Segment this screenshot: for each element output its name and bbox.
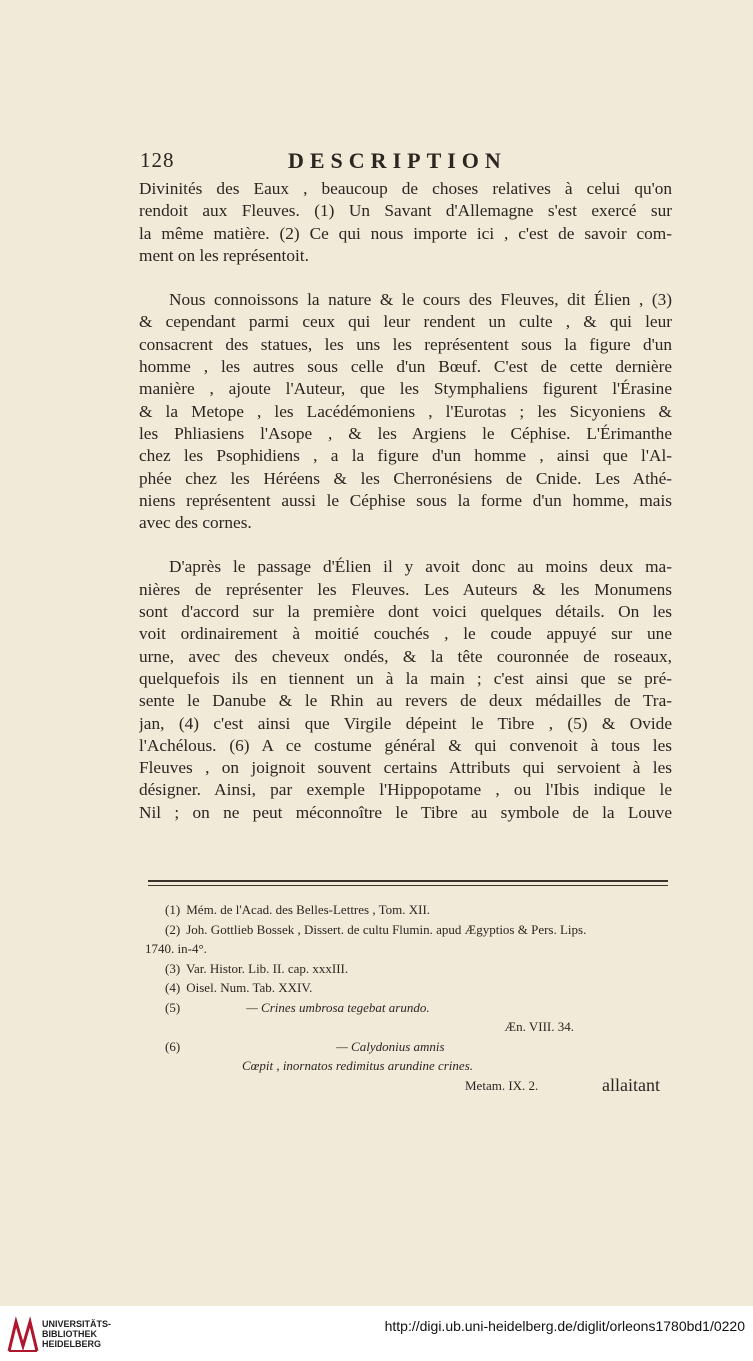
footnote-citation (165, 1017, 574, 1037)
citation-text: Metam. IX. 2. (465, 1077, 539, 1093)
text-line: sente le Danube & le Rhin au revers de deux médailles de Tra- (139, 691, 672, 711)
library-name-line: HEIDELBERG (42, 1339, 102, 1349)
footnote (165, 998, 570, 1018)
text-line: voit ordinairement à moitié couchés , le coude appuyé sur une (139, 624, 672, 644)
text-line: urne, avec des cheveux ondés, & la tête couronnée de roseaux, (139, 646, 672, 666)
footnotes (145, 900, 587, 1095)
page-number: 128 (140, 148, 175, 172)
footnote-text: Joh. Gottlieb Bossek , Dissert. de cultu Flumin. apud Ægyptios & Pers. Lips. (186, 921, 587, 937)
footnote-continuation (145, 939, 570, 959)
library-name-line: UNIVERSITÄTS- (42, 1319, 112, 1329)
text-line: Divinités des Eaux , beaucoup de choses relatives à celui qu'on (139, 179, 672, 198)
text-line: phée chez les Héréens & les Cherronésiens de Cnide. Les Athé- (139, 468, 672, 488)
footnote (165, 1037, 570, 1057)
footnote-quote: — Calydonius amnis (336, 1038, 445, 1054)
footnote-quote-line (242, 1056, 570, 1076)
footnote-number: (6) (165, 1038, 181, 1054)
footnote-number: (2) (165, 921, 181, 937)
library-name (42, 1319, 111, 1349)
text-line: & cependant parmi ceux qui leur rendent un culte , & qui leur (139, 312, 672, 332)
main-text (139, 178, 672, 824)
text-line: D'après le passage d'Élien il y avoit donc au moins deux ma- (169, 557, 672, 577)
paragraph-1 (139, 178, 672, 267)
footnote-text: Mém. de l'Acad. des Belles-Lettres , Tom. XII. (186, 902, 431, 917)
viewer-footer (0, 1306, 753, 1361)
footnote-number: (3) (165, 960, 181, 976)
text-line: consacrent des statues, les uns les représentent sous la figure d'un (139, 334, 672, 354)
text-line: avec des cornes. (139, 513, 252, 533)
footnote-text: Oisel. Num. Tab. XXIV. (186, 980, 313, 995)
page-header (140, 148, 670, 174)
text-line: Nous connoissons la nature & le cours des Fleuves, dit Élien , (3) (169, 290, 672, 310)
footnote (165, 920, 587, 940)
library-name-line: BIBLIOTHEK (42, 1329, 97, 1339)
citation-text: Æn. VIII. 34. (504, 1019, 574, 1034)
footnote (165, 959, 570, 979)
text-line: désigner. Ainsi, par exemple l'Hippopotame , ou l'Ibis indique le (139, 780, 672, 800)
footnote-number: (4) (165, 980, 181, 995)
text-line: la même matière. (2) Ce qui nous importe ici , c'est de savoir com- (139, 223, 672, 243)
text-line: chez les Psophidiens , a la figure d'un homme , ainsi que l'Al- (139, 446, 672, 466)
running-head: DESCRIPTION (288, 148, 507, 173)
footnote-quote: — Crines umbrosa tegebat arundo. (246, 999, 430, 1015)
footnote-number: (1) (165, 902, 181, 917)
footnote (165, 900, 570, 920)
footnote-quote: Cœpit , inornatos redimitus arundine crines. (242, 1058, 473, 1073)
footnote-rule (148, 880, 668, 886)
text-line: homme , les autres sous celle d'un Bœuf. C'est de cette dernière (139, 357, 672, 377)
text-line: les Phliasiens l'Asope , & les Argiens le Céphise. L'Érimanthe (139, 423, 672, 443)
text-line: rendoit aux Fleuves. (1) Un Savant d'Allemagne s'est exercé sur (139, 201, 672, 221)
footnote (165, 978, 570, 998)
text-line: Nil ; on ne peut méconnoître le Tibre au symbole de la Louve (139, 802, 672, 822)
paragraph-2 (139, 289, 672, 534)
library-logo-icon (6, 1316, 40, 1354)
footnote-number: (5) (165, 999, 181, 1015)
paragraph-3 (139, 556, 672, 824)
text-line: sont d'accord sur la première dont voici quelques détails. On les (139, 602, 672, 622)
text-line: & la Metope , les Lacédémoniens , l'Eurotas ; les Sicyoniens & (139, 401, 672, 421)
text-line: nières de représenter les Fleuves. Les Auteurs & les Monumens (139, 579, 672, 599)
footnote-citation (465, 1076, 570, 1096)
text-line: niens représentent aussi le Céphise sous la forme d'un homme, mais (139, 490, 672, 510)
catchword: allaitant (602, 1075, 660, 1095)
text-line: manière , ajoute l'Auteur, que les Stymphaliens figurent l'Érasine (139, 379, 672, 399)
footnote-text: 1740. in-4°. (145, 941, 207, 956)
footnote-text: Var. Histor. Lib. II. cap. xxxIII. (186, 960, 349, 976)
text-line: jan, (4) c'est ainsi que Virgile dépeint le Tibre , (5) & Ovide (139, 713, 672, 733)
text-line: ment on les représentoit. (139, 245, 309, 265)
text-line: l'Achélous. (6) A ce costume général & qui convenoit à tous les (139, 735, 672, 755)
text-line: quelquefois ils en tiennent un à la main ; c'est ainsi que se pré- (139, 668, 672, 688)
page-url-link[interactable]: http://digi.ub.uni-heidelberg.de/diglit/orleons1780bd1/0220 (384, 1318, 745, 1334)
text-line: Fleuves , on joignoit souvent certains Attributs qui servoient à les (139, 758, 672, 778)
